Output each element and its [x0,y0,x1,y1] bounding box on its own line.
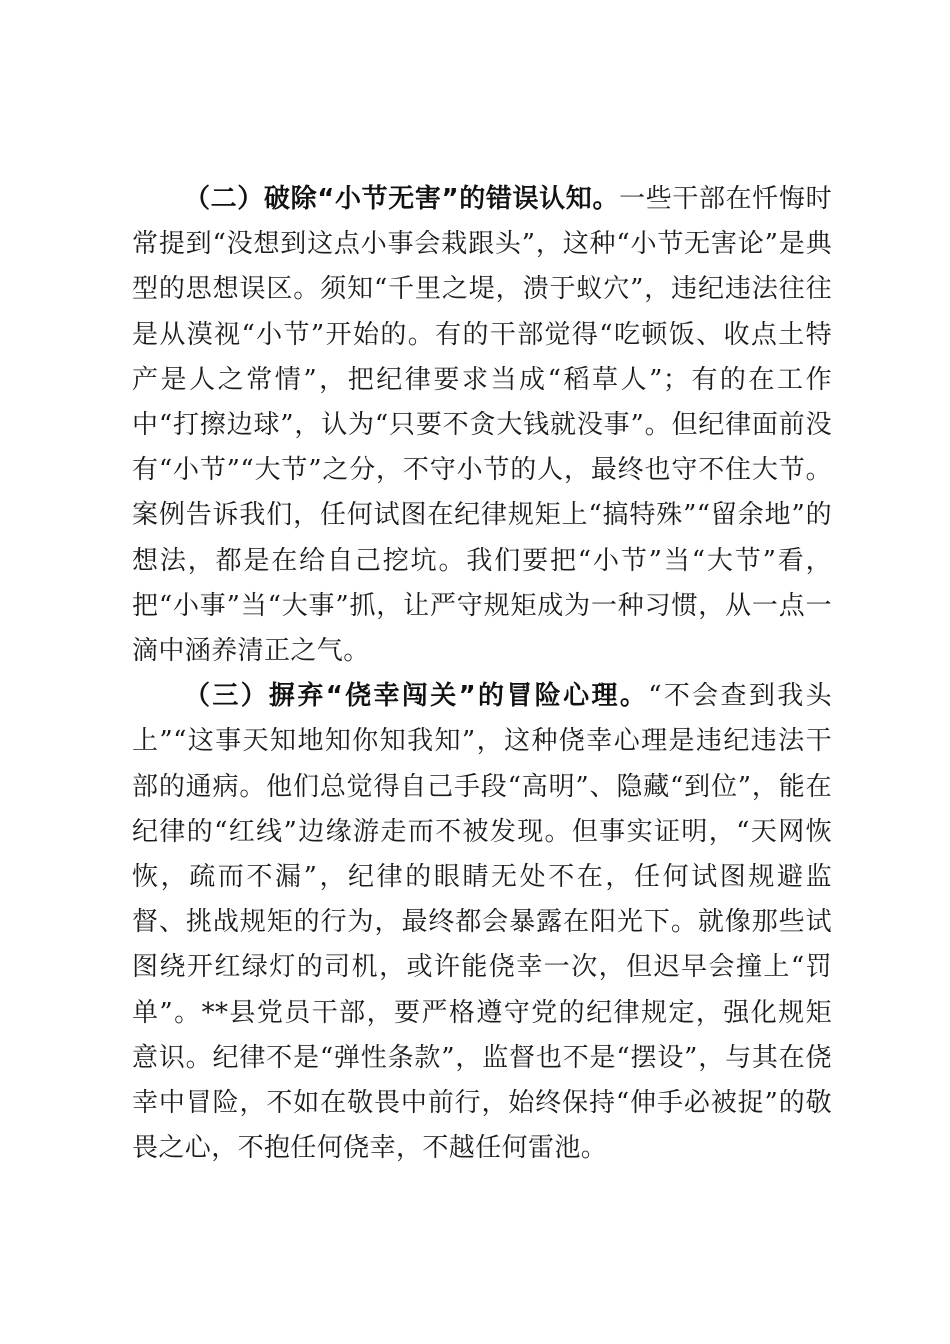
section-three-heading: （三）摒弃“侥幸闯关”的冒险心理。 [184,681,649,712]
section-two-heading: （二）破除“小节无害”的错误认知。 [184,184,620,214]
section-three-paragraph [132,674,832,1171]
section-two-paragraph [132,177,832,674]
section-two-body: 一些干部在忏悔时常提到“没想到这点小事会栽跟头”，这种“小节无害论”是典型的思想误区。须知“千里之堤，溃于蚁穴”，违纪违法往往是从漠视“小节”开始的。有的干部觉得“吃顿饭、收点土特产是人之常情”，把纪律要求当成“稻草人”；有的在工作中“打擦边球”，认为“只要不贪大钱就没事”。但纪律面前没有“小节”“大节”之分，不守小节的人，最终也守不住大节。案例告诉我们，任何试图在纪律规矩上“搞特殊”“留余地”的想法，都是在给自己挖坑。我们要把“小节”当“大节”看，把“小事”当“大事”抓，让严守规矩成为一种习惯，从一点一滴中涵养清正之气。 [132,184,832,667]
document-body [132,177,832,1171]
section-three-body: “不会查到我头上”“这事天知地知你知我知”，这种侥幸心理是违纪违法干部的通病。他们总觉得自己手段“高明”、隐藏“到位”，能在纪律的“红线”边缘游走而不被发现。但事实证明，“天网恢恢，疏而不漏”，纪律的眼睛无处不在，任何试图规避监督、挑战规矩的行为，最终都会暴露在阳光下。就像那些试图绕开红绿灯的司机，或许能侥幸一次，但迟早会撞上“罚单”。**县党员干部，要严格遵守党的纪律规定，强化规矩意识。纪律不是“弹性条款”，监督也不是“摆设”，与其在侥幸中冒险，不如在敬畏中前行，始终保持“伸手必被捉”的敬畏之心，不抱任何侥幸，不越任何雷池。 [132,681,832,1164]
